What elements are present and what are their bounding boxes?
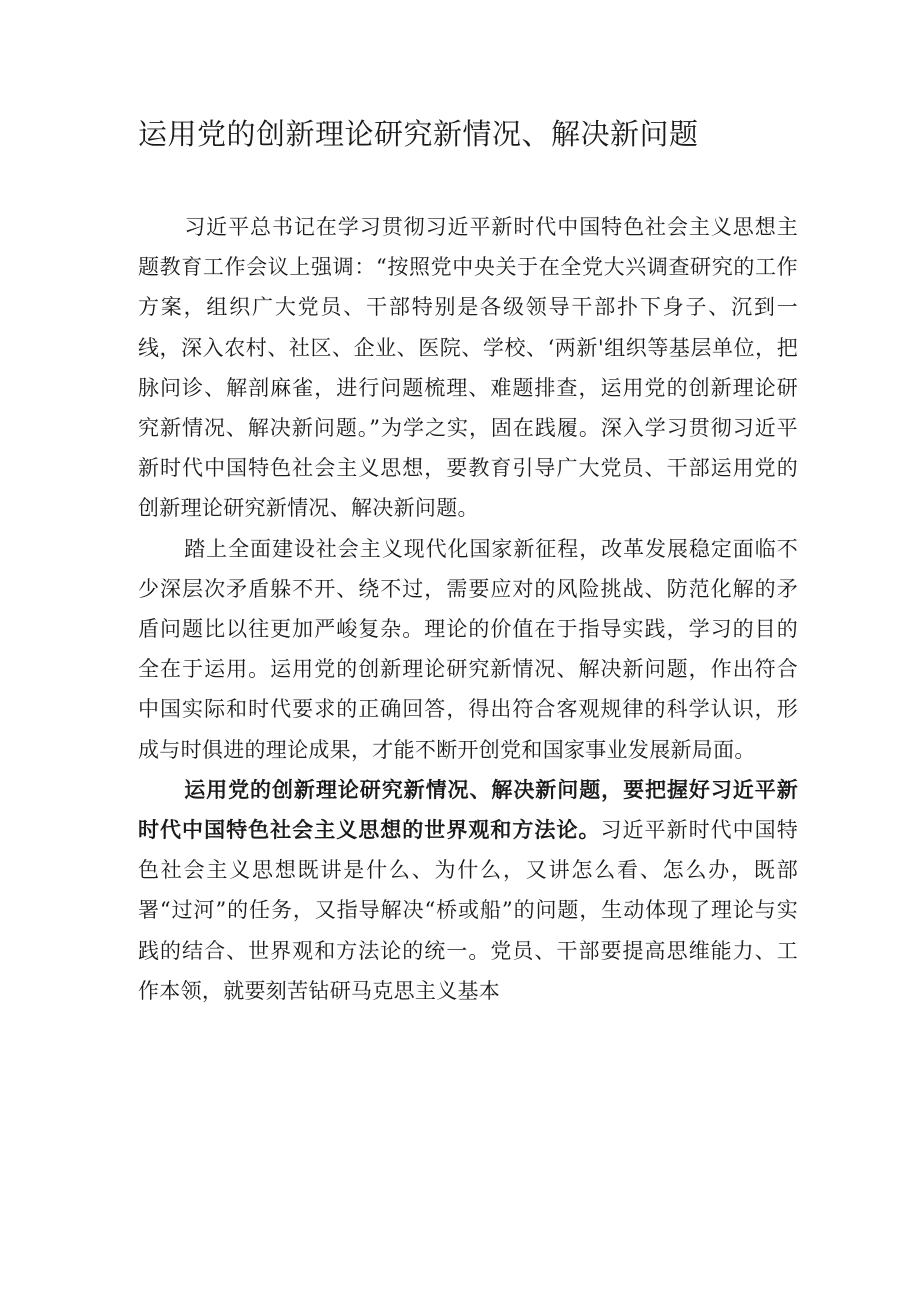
paragraph-1-text: 习近平总书记在学习贯彻习近平新时代中国特色社会主义思想主题教育工作会议上强调：“按照党中央关于在全党大兴调查研究的工作方案，组织广大党员、干部特别是各级领导干部扑下身子、沉到一线，深入农村、社区、企业、医院、学校、‘两新'组织等基层单位，把脉问诊、解剖麻雀，进行问题梳理、难题排查，运用党的创新理论研究新情况、解决新问题。”为学之实，固在践履。深入学习贯彻习近平新时代中国特色社会主义思想，要教育引导广大党员、干部运用党的创新理论研究新情况、解决新问题。 (138, 215, 798, 521)
paragraph-3-bold-lead: 运用党的创新理论研究新情况、解决新问题，要把握好习近平新时代中国特色社会主义思想的世界观和方法论。 (138, 777, 798, 843)
paragraph-2 (138, 529, 798, 770)
document-title: 运用党的创新理论研究新情况、解决新问题 (138, 117, 699, 151)
paragraph-3-text: 习近平新时代中国特色社会主义思想既讲是什么、为什么，又讲怎么看、怎么办，既部署“过河”的任务，又指导解决“桥或船”的问题，生动体现了理论与实践的结合、世界观和方法论的统一。党员、干部要提高思维能力、工作本领，就要刻苦钻研马克思主义基本 (138, 818, 798, 1003)
paragraph-1 (138, 207, 798, 529)
paragraph-3 (138, 770, 798, 1011)
document-body (138, 207, 798, 1011)
paragraph-2-text: 踏上全面建设社会主义现代化国家新征程，改革发展稳定面临不少深层次矛盾躲不开、绕不过，需要应对的风险挑战、防范化解的矛盾问题比以往更加严峻复杂。理论的价值在于指导实践，学习的目的全在于运用。运用党的创新理论研究新情况、解决新问题，作出符合中国实际和时代要求的正确回答，得出符合客观规律的科学认识，形成与时俱进的理论成果，才能不断开创党和国家事业发展新局面。 (138, 536, 798, 762)
